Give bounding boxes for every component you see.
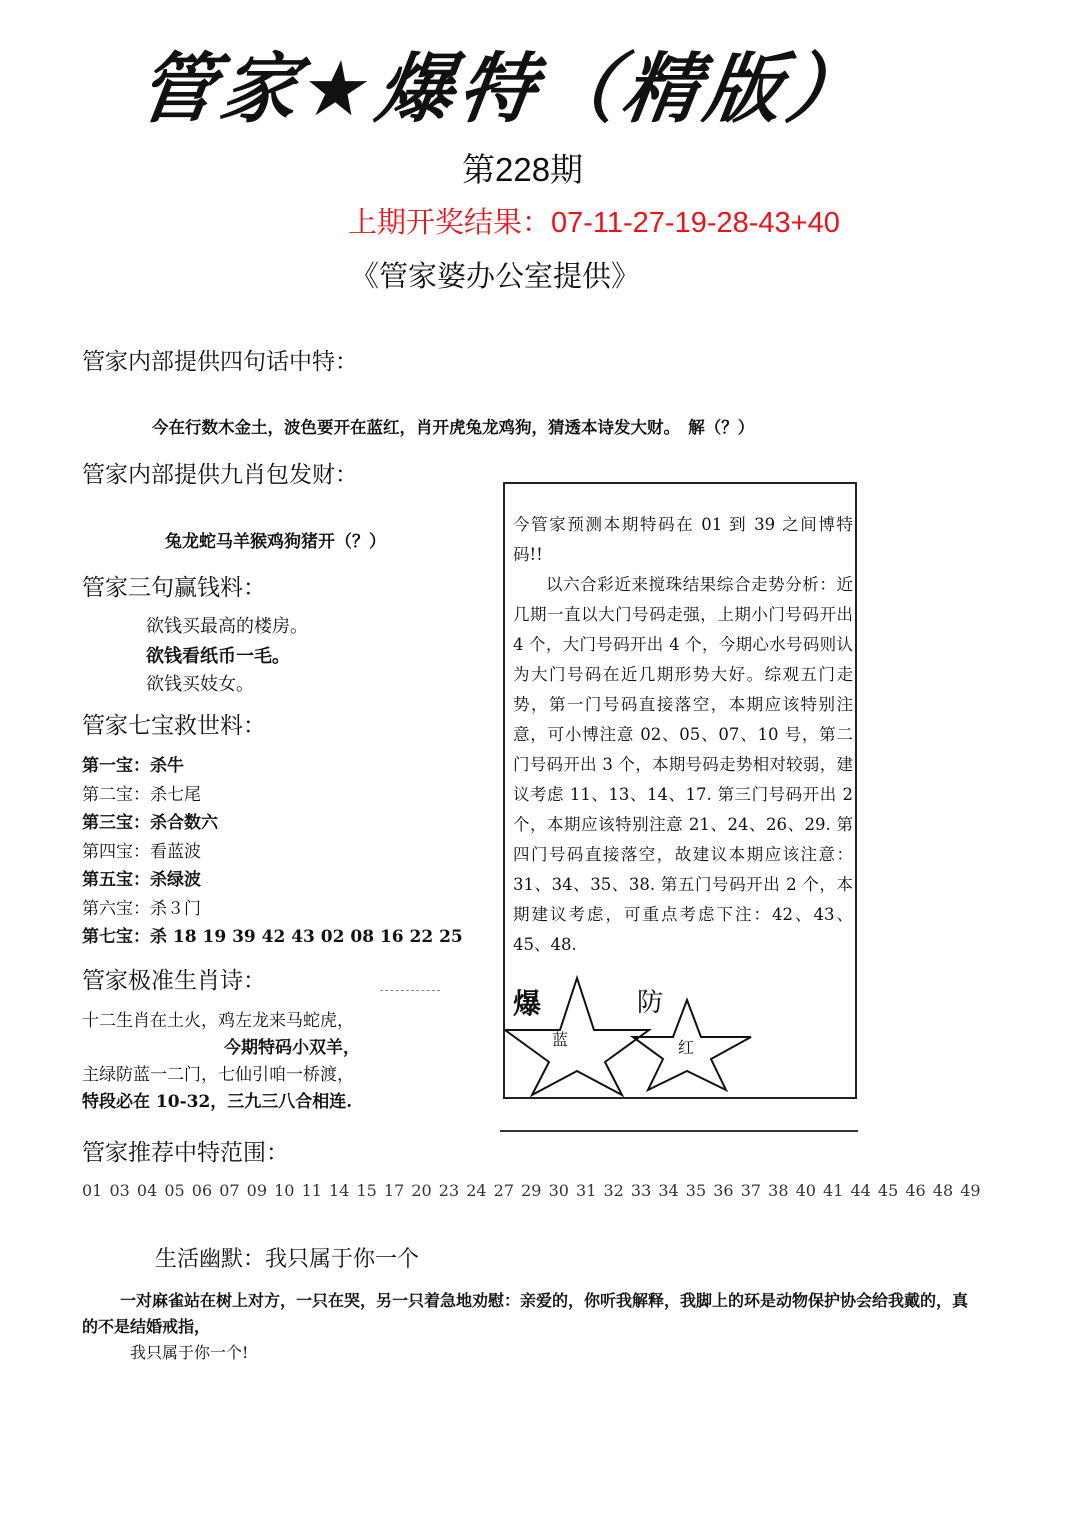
star-blue [505, 978, 649, 1095]
section2-heading: 管家内部提供九肖包发财： [82, 462, 358, 488]
section1-heading: 管家内部提供四句话中特： [82, 349, 358, 375]
section3-heading: 管家三句赢钱料： [82, 575, 266, 601]
poem-line-4: 特段必在 10-32，三九三八合相连. [82, 1092, 353, 1112]
riddle-line-2: 欲钱看纸币一毛。 [146, 646, 290, 667]
zodiac-poem [82, 1008, 360, 1116]
star-red-label: 红 [678, 1038, 695, 1057]
page-title: 管家★爆特（精版） [132, 44, 876, 133]
section6-heading: 管家推荐中特范围： [82, 1140, 289, 1166]
label-fang: 防 [637, 988, 664, 1018]
treasure-item-6: 第六宝：杀３门 [82, 898, 201, 919]
section5-heading: 管家极准生肖诗： [82, 968, 266, 994]
star-blue-label: 蓝 [552, 1030, 569, 1049]
treasure-item-5: 第五宝：杀绿波 [82, 870, 201, 890]
joke-ending: 我只属于你一个! [130, 1343, 249, 1362]
label-bao: 爆 [513, 987, 542, 1020]
divider [380, 990, 440, 991]
issue-number: 第228期 [462, 151, 584, 188]
poem-line-2: 今期特码小双羊， [224, 1038, 360, 1058]
prediction-body: 以六合彩近来搅珠结果综合走势分析：近几期一直以大门号码走强，上期小门号码开出 4 个，大门号码开出 4 个，今期心水号码则认为大门号码在近几期形势大好。综观五门走势，第一门号码直接落空，本期应该特别注意，可小博注意 02、05、07、10 号，第二门号码开出 3 个，本期号码走势相对较弱，建议考虑 11、13、14、17. 第三门号码开出 2 个，本期应该特别注意 21、24、26、29. 第四门号码直接落空，故建议本期应该注意：31、34、35、38. 第五门号码开出 2 个，本期建议考虑，可重点考虑下注：42、43、45、48. [513, 575, 853, 954]
riddle-line-3: 欲钱买妓女。 [146, 674, 254, 695]
treasure-item-7: 第七宝：杀 18 19 39 42 43 02 08 16 22 25 [82, 927, 463, 947]
joke-text: 一对麻雀站在树上对方，一只在哭，另一只着急地劝慰：亲爱的，你听我解释，我脚上的环是动物保护协会给我戴的，真的不是结婚戒指， [82, 1291, 969, 1336]
joke-title: 生活幽默：我只属于你一个 [155, 1247, 420, 1272]
treasure-item-4: 第四宝：看蓝波 [82, 841, 201, 862]
prediction-text [513, 510, 853, 960]
box-underline [500, 1130, 858, 1132]
number-range: 01 03 04 05 06 07 09 10 11 14 15 17 20 23 24 27 29 30 31 32 33 34 35 36 37 38 40 41 44 45 46 48 49 [82, 1181, 981, 1200]
poem-line-1: 十二生肖在土火，鸡左龙来马蛇虎， [82, 1011, 354, 1031]
riddle-line-1: 欲钱买最高的楼房。 [146, 616, 308, 637]
joke-body [82, 1288, 982, 1366]
seven-treasures-list [82, 752, 463, 952]
provider-line: 《管家婆办公室提供》 [350, 259, 641, 293]
prediction-intro: 今管家预测本期特码在 01 到 39 之间博特码!! [513, 515, 853, 564]
treasure-item-2: 第二宝：杀七尾 [82, 784, 201, 805]
last-result: 上期开奖结果：07-11-27-19-28-43+40 [348, 207, 840, 239]
section2-text: 兔龙蛇马羊猴鸡狗猪开（？） [165, 532, 386, 552]
treasure-item-1: 第一宝：杀牛 [82, 756, 184, 776]
poem-line-3: 主绿防蓝一二门，七仙引咱一桥渡， [82, 1065, 354, 1085]
treasure-item-3: 第三宝：杀合数六 [82, 813, 218, 833]
section1-text: 今在行数木金土，波色要开在蓝红，肖开虎兔龙鸡狗，猜透本诗发大财。 解（？） [152, 418, 755, 437]
section4-heading: 管家七宝救世料： [82, 713, 266, 739]
